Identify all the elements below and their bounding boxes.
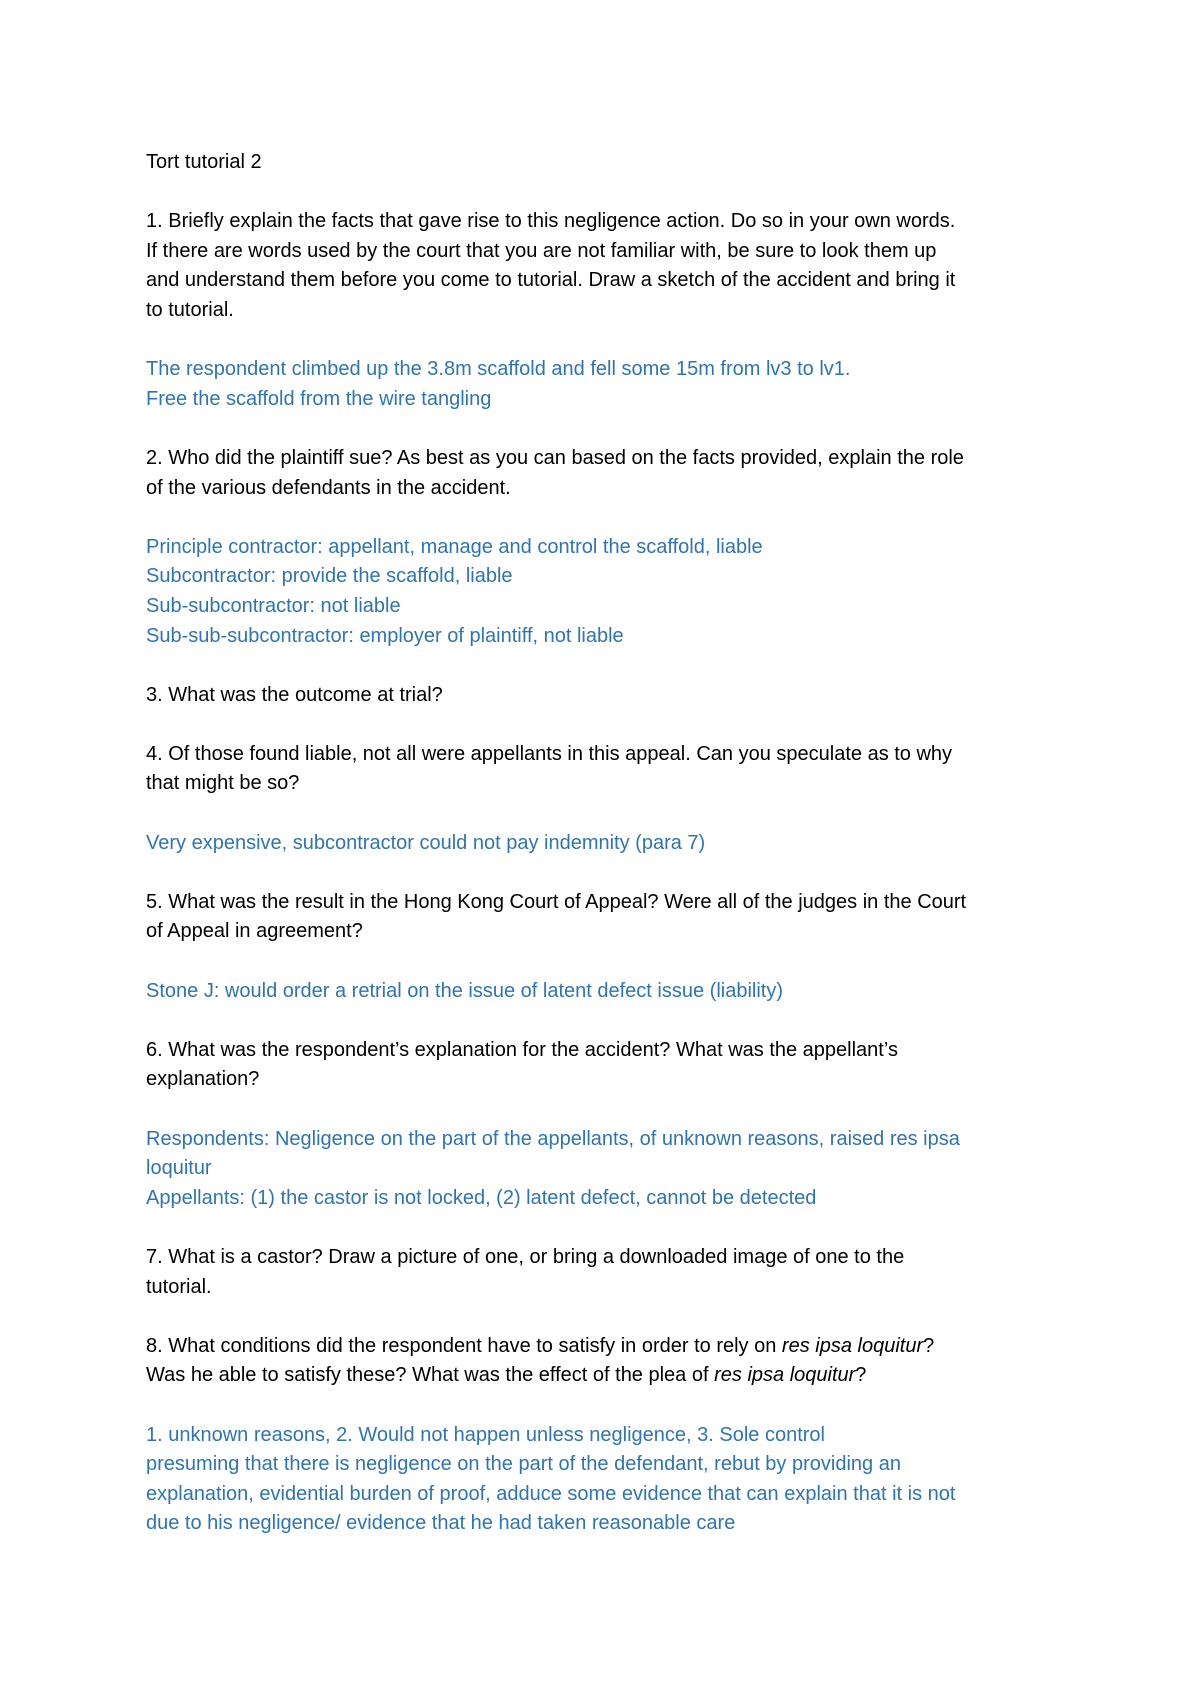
- spacer: [146, 1213, 1086, 1243]
- question-line: 7. What is a castor? Draw a picture of one, or bring a downloaded image of one to the: [146, 1245, 905, 1268]
- spacer: [146, 1391, 1086, 1421]
- answer-8: [146, 1421, 1086, 1539]
- question-text: 8. What conditions did the respondent have to satisfy in order to rely on: [146, 1334, 782, 1357]
- question-line: 2. Who did the plaintiff sue? As best as you can based on the facts provided, explain the role: [146, 446, 964, 469]
- question-4: [146, 740, 1086, 799]
- question-1: [146, 207, 1086, 325]
- question-line: of the various defendants in the accident.: [146, 476, 511, 499]
- question-5: [146, 888, 1086, 947]
- answer-line: Free the scaffold from the wire tangling: [146, 387, 492, 410]
- question-line: 5. What was the result in the Hong Kong Court of Appeal? Were all of the judges in the Court: [146, 890, 967, 913]
- spacer: [146, 326, 1086, 356]
- answer-line: Sub-subcontractor: not liable: [146, 594, 401, 617]
- question-2: [146, 444, 1086, 503]
- question-line: explanation?: [146, 1068, 260, 1091]
- question-line: of Appeal in agreement?: [146, 920, 363, 943]
- question-text: ?: [923, 1334, 935, 1357]
- question-7: [146, 1243, 1086, 1302]
- question-text: ?: [855, 1364, 867, 1387]
- answer-line: Sub-sub-subcontractor: employer of plaintiff, not liable: [146, 624, 624, 647]
- question-line: to tutorial.: [146, 298, 234, 321]
- question-8: [146, 1332, 1086, 1391]
- answer-line: 1. unknown reasons, 2. Would not happen unless negligence, 3. Sole control: [146, 1423, 825, 1446]
- spacer: [146, 651, 1086, 681]
- question-line: 3. What was the outcome at trial?: [146, 683, 443, 706]
- answer-2: [146, 533, 1086, 651]
- question-line: 6. What was the respondent’s explanation for the accident? What was the appellant’s: [146, 1038, 898, 1061]
- answer-line: Principle contractor: appellant, manage and control the scaffold, liable: [146, 535, 763, 558]
- spacer: [146, 947, 1086, 977]
- spacer: [146, 178, 1086, 208]
- answer-line: Very expensive, subcontractor could not pay indemnity (para 7): [146, 831, 706, 854]
- answer-line: explanation, evidential burden of proof, adduce some evidence that can explain that it is not: [146, 1482, 956, 1505]
- answer-line: Subcontractor: provide the scaffold, liable: [146, 565, 513, 588]
- spacer: [146, 858, 1086, 888]
- answer-line: Appellants: (1) the castor is not locked, (2) latent defect, cannot be detected: [146, 1186, 817, 1209]
- answer-1: [146, 355, 1086, 414]
- question-line: 1. Briefly explain the facts that gave rise to this negligence action. Do so in your own words.: [146, 210, 956, 233]
- spacer: [146, 710, 1086, 740]
- answer-4: [146, 829, 1086, 859]
- spacer: [146, 1095, 1086, 1125]
- question-line: [146, 1361, 1086, 1391]
- document-title: Tort tutorial 2: [146, 151, 262, 173]
- spacer: [146, 1006, 1086, 1036]
- question-line: [146, 1332, 1086, 1362]
- latin-phrase: res ipsa loquitur: [781, 1334, 924, 1357]
- question-text: Was he able to satisfy these? What was the effect of the plea of: [146, 1364, 715, 1387]
- answer-line: Stone J: would order a retrial on the issue of latent defect issue (liability): [146, 979, 783, 1002]
- latin-phrase: res ipsa loquitur: [714, 1364, 856, 1387]
- question-line: If there are words used by the court that you are not familiar with, be sure to look them up: [146, 239, 937, 262]
- answer-5: [146, 977, 1086, 1007]
- spacer: [146, 1302, 1086, 1332]
- answer-line: Respondents: Negligence on the part of the appellants, of unknown reasons, raised res ipsa: [146, 1127, 960, 1150]
- spacer: [146, 799, 1086, 829]
- answer-6: [146, 1125, 1086, 1214]
- spacer: [146, 414, 1086, 444]
- question-6: [146, 1036, 1086, 1095]
- document-body: [146, 148, 1086, 1539]
- question-3: [146, 681, 1086, 711]
- question-line: tutorial.: [146, 1275, 212, 1298]
- answer-line: presuming that there is negligence on the part of the defendant, rebut by providing an: [146, 1453, 901, 1476]
- answer-line: due to his negligence/ evidence that he had taken reasonable care: [146, 1512, 736, 1535]
- question-line: 4. Of those found liable, not all were appellants in this appeal. Can you speculate as to why: [146, 742, 953, 765]
- answer-line: loquitur: [146, 1157, 212, 1180]
- spacer: [146, 503, 1086, 533]
- question-line: that might be so?: [146, 772, 300, 795]
- answer-line: The respondent climbed up the 3.8m scaffold and fell some 15m from lv3 to lv1.: [146, 358, 851, 381]
- question-line: and understand them before you come to tutorial. Draw a sketch of the accident and bring it: [146, 269, 956, 292]
